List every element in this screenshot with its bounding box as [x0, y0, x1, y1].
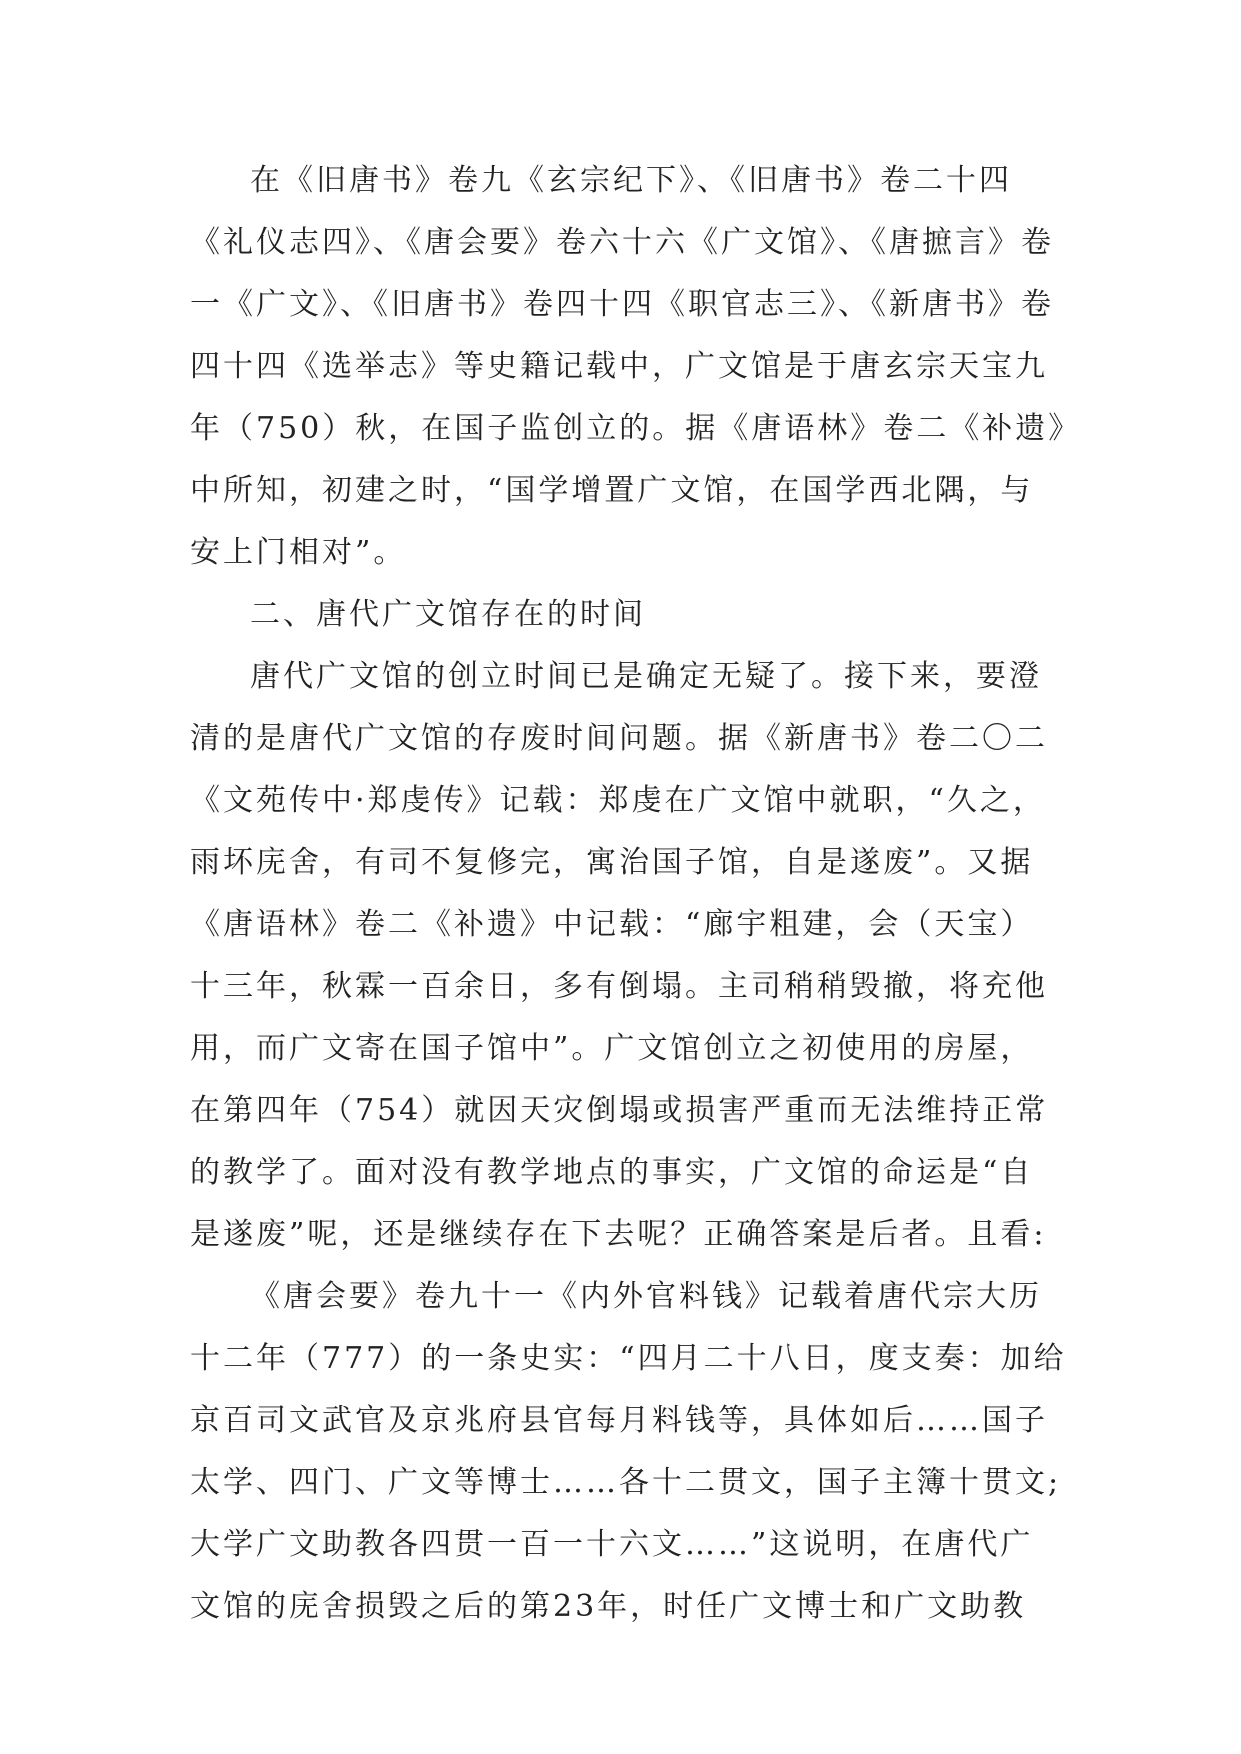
text-line: 《文苑传中·郑虔传》记载：郑虔在广文馆中就职，“久之， [190, 783, 1046, 818]
text-line: 《唐语林》卷二《补遗》中记载：“廊宇粗建，会（天宝） [190, 907, 1034, 942]
text-line: 太学、四门、广文等博士……各十二贯文，国子主簿十贯文; [190, 1465, 1062, 1500]
text-line: 安上门相对”。 [190, 535, 407, 570]
text-line: 雨坏庑舍，有司不复修完，寓治国子馆，自是遂废”。又据 [190, 845, 1034, 880]
section-heading: 二、唐代广文馆存在的时间 [250, 597, 646, 632]
text-line: 大学广文助教各四贯一百一十六文……”这说明，在唐代广 [190, 1527, 1034, 1562]
text-line: 年（750）秋，在国子监创立的。据《唐语林》卷二《补遗》 [190, 411, 1082, 446]
text-line: 四十四《选举志》等史籍记载中，广文馆是于唐玄宗天宝九 [190, 349, 1048, 384]
text-line: 《礼仪志四》、《唐会要》卷六十六《广文馆》、《唐摭言》卷 [190, 225, 1054, 260]
text-line: 一《广文》、《旧唐书》卷四十四《职官志三》、《新唐书》卷 [190, 287, 1054, 322]
text-line: 是遂废”呢，还是继续存在下去呢？正确答案是后者。且看: [190, 1217, 1047, 1252]
text-line: 十二年（777）的一条史实：“四月二十八日，度支奏：加给 [190, 1341, 1067, 1376]
text-line: 京百司文武官及京兆府县官每月料钱等，具体如后……国子 [190, 1403, 1048, 1438]
text-line: 文馆的庑舍损毁之后的第23年，时任广文博士和广文助教 [190, 1589, 1027, 1624]
text-line: 中所知，初建之时，“国学增置广文馆，在国学西北隅，与 [190, 473, 1034, 508]
text-line: 的教学了。面对没有教学地点的事实，广文馆的命运是“自 [190, 1155, 1034, 1190]
text-line: 在《旧唐书》卷九《玄宗纪下》、《旧唐书》卷二十四 [250, 163, 1012, 198]
text-line: 唐代广文馆的创立时间已是确定无疑了。接下来，要澄 [250, 659, 1042, 694]
text-line: 十三年，秋霖一百余日，多有倒塌。主司稍稍毁撤，将充他 [190, 969, 1048, 1004]
text-line: 在第四年（754）就因天灾倒塌或损害严重而无法维持正常 [190, 1093, 1049, 1128]
body-text [190, 150, 1082, 1638]
text-line: 清的是唐代广文馆的存废时间问题。据《新唐书》卷二〇二 [190, 721, 1048, 756]
text-line: 《唐会要》卷九十一《内外官料钱》记载着唐代宗大历 [250, 1279, 1042, 1314]
text-line: 用，而广文寄在国子馆中”。广文馆创立之初使用的房屋， [190, 1031, 1034, 1066]
